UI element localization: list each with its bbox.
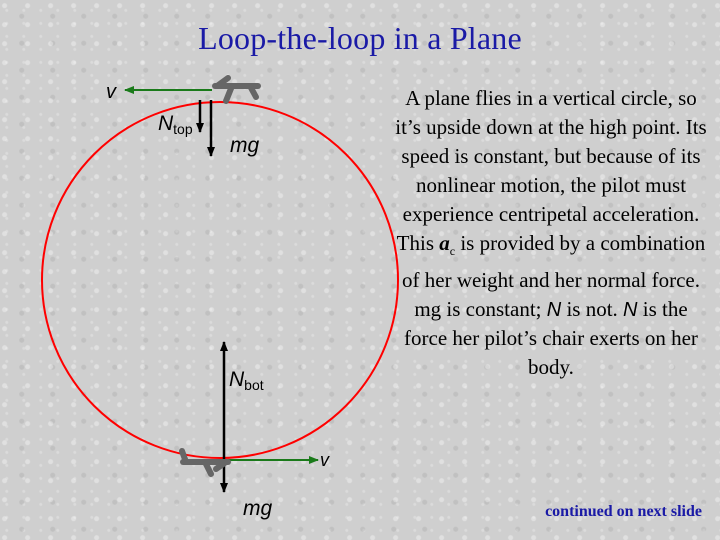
centripetal-acceleration-symbol: $a_c$ <box>439 230 456 258</box>
loop-circle <box>42 102 398 458</box>
gravity-label-top: mg <box>230 134 260 157</box>
velocity-label-bottom: v <box>320 450 329 470</box>
plane-top-icon <box>215 78 258 101</box>
normal-force-label-bottom: Nbot <box>229 368 264 393</box>
explanation-paragraph: A plane flies in a vertical circle, so it’s upside down at the high point. Its speed is constant, but because of its nonlinear motion, the pilot must experience centripetal acceleration. This $a_c$ is provided by a combination of her weight and her normal force. mg is constant; N is not. N is the force her pilot’s chair exerts on her body. <box>395 86 707 380</box>
gravity-label-bottom: mg <box>243 497 273 520</box>
normal-force-label-top: Ntop <box>158 112 193 137</box>
velocity-label-top: v <box>106 81 116 103</box>
continued-note: continued on next slide <box>545 503 702 520</box>
slide-title: Loop-the-loop in a Plane <box>198 20 522 56</box>
